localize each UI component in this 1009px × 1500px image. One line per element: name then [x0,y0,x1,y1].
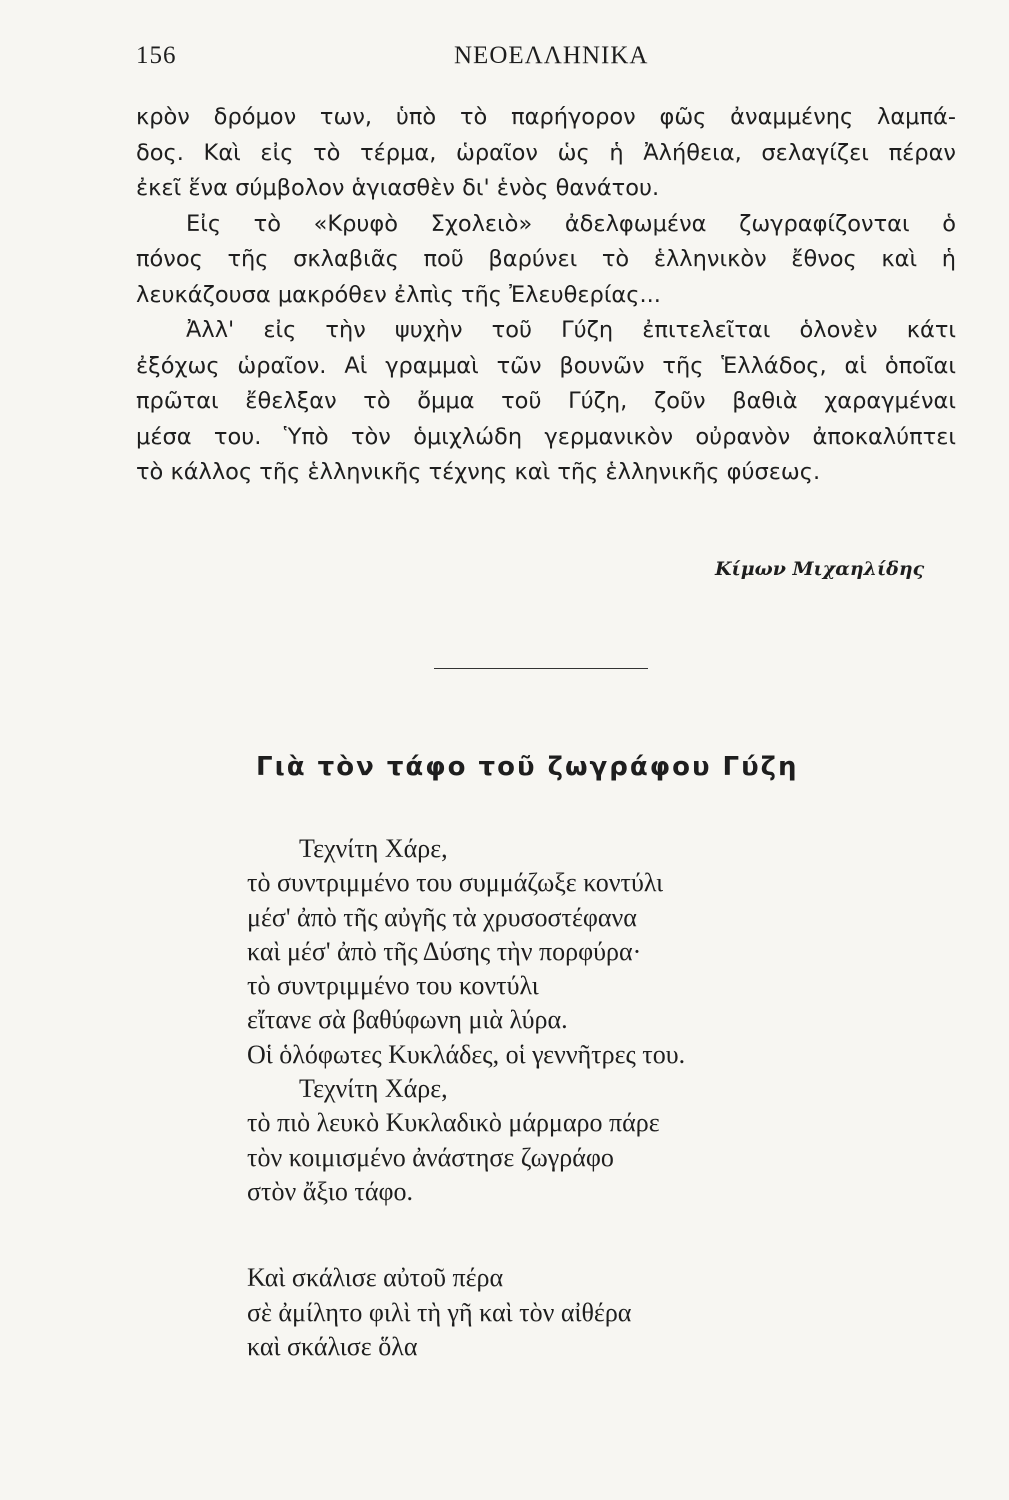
poem-line: μέσ' ἀπὸ τῆς αὐγῆς τὰ χρυσοστέφανα [247,902,637,932]
prose-line: λευκάζουσα μακρόθεν ἐλπὶς τῆς Ἐλευθερίας... [136,281,661,308]
poem-line: Τεχνίτη Χάρε, [299,1074,448,1104]
poem-line: στὸν ἄξιο τάφο. [247,1176,414,1206]
section-divider [434,668,648,669]
page-header [136,42,956,82]
poem-line: τὸ πιὸ λευκὸ Κυκλαδικὸ μάρμαρο πάρε [247,1108,660,1138]
prose-line: Εἰς τὸ «Κρυφὸ Σχολειὸ» ἀδελφωμένα ζωγραφίζονται ὁ [186,210,956,237]
poem-line: Καὶ σκάλισε αὐτοῦ πέρα [247,1263,504,1293]
author-signature: Κίμων Μιχαηλίδης [715,558,925,580]
poem-line: καὶ μέσ' ἀπὸ τῆς Δύσης τὴν πορφύρα· [247,936,642,966]
poem-line: Τεχνίτη Χάρε, [299,834,448,863]
poem-line: τὸ συντριμμένο του συμμάζωξε κοντύλι [247,868,664,898]
prose-line: μέσα του. Ὑπὸ τὸν ὁμιχλώδη γερμανικὸν οὐρανὸν ἀποκαλύπτει [136,423,956,450]
running-title: ΝΕΟΕΛΛΗΝΙΚΑ [454,42,649,69]
prose-section [136,100,956,491]
poem-body [247,832,867,1364]
poem-title: Γιὰ τὸν τάφο τοῦ ζωγράφου Γύζη [256,752,799,782]
poem-line: τὸν κοιμισμένο ἀνάστησε ζωγράφο [247,1142,614,1172]
poem-line: καὶ σκάλισε ὅλα [247,1331,418,1361]
prose-line: δος. Καὶ εἰς τὸ τέρμα, ὡραῖον ὡς ἡ Ἀλήθεια, σελαγίζει πέραν [136,139,956,166]
prose-line: κρὸν δρόμον των, ὑπὸ τὸ παρήγορον φῶς ἀναμμένης λαμπά- [136,104,956,130]
prose-line: τὸ κάλλος τῆς ἑλληνικῆς τέχνης καὶ τῆς ἑλληνικῆς φύσεως. [136,459,821,485]
poem-line: τὸ συντριμμένο του κοντύλι [247,971,539,1001]
prose-line: Ἀλλ' εἰς τὴν ψυχὴν τοῦ Γύζη ἐπιτελεῖται ὁλονὲν κάτι [186,317,956,343]
prose-line: ἐξόχως ὡραῖον. Αἱ γραμμαὶ τῶν βουνῶν τῆς Ἑλλάδος, αἱ ὁποῖαι [136,352,956,379]
page-number: 156 [136,42,177,69]
stanza-break [247,1209,867,1261]
poem-line: Οἱ ὁλόφωτες Κυκλάδες, οἱ γεννῆτρες του. [247,1039,686,1069]
prose-line: πρῶται ἔθελξαν τὸ ὄμμα τοῦ Γύζη, ζοῦν βαθιὰ χαραγμέναι [136,388,956,414]
poem-line: εἴτανε σὰ βαθύφωνη μιὰ λύρα. [247,1005,568,1035]
prose-line: ἐκεῖ ἕνα σύμβολον ἁγιασθὲν δι' ἑνὸς θανάτου. [136,175,660,201]
poem-line: σὲ ἀμίλητο φιλὶ τὴ γῆ καὶ τὸν αἰθέρα [247,1297,632,1327]
prose-line: πόνος τῆς σκλαβιᾶς ποῦ βαρύνει τὸ ἑλληνικὸν ἔθνος καὶ ἡ [136,246,956,272]
